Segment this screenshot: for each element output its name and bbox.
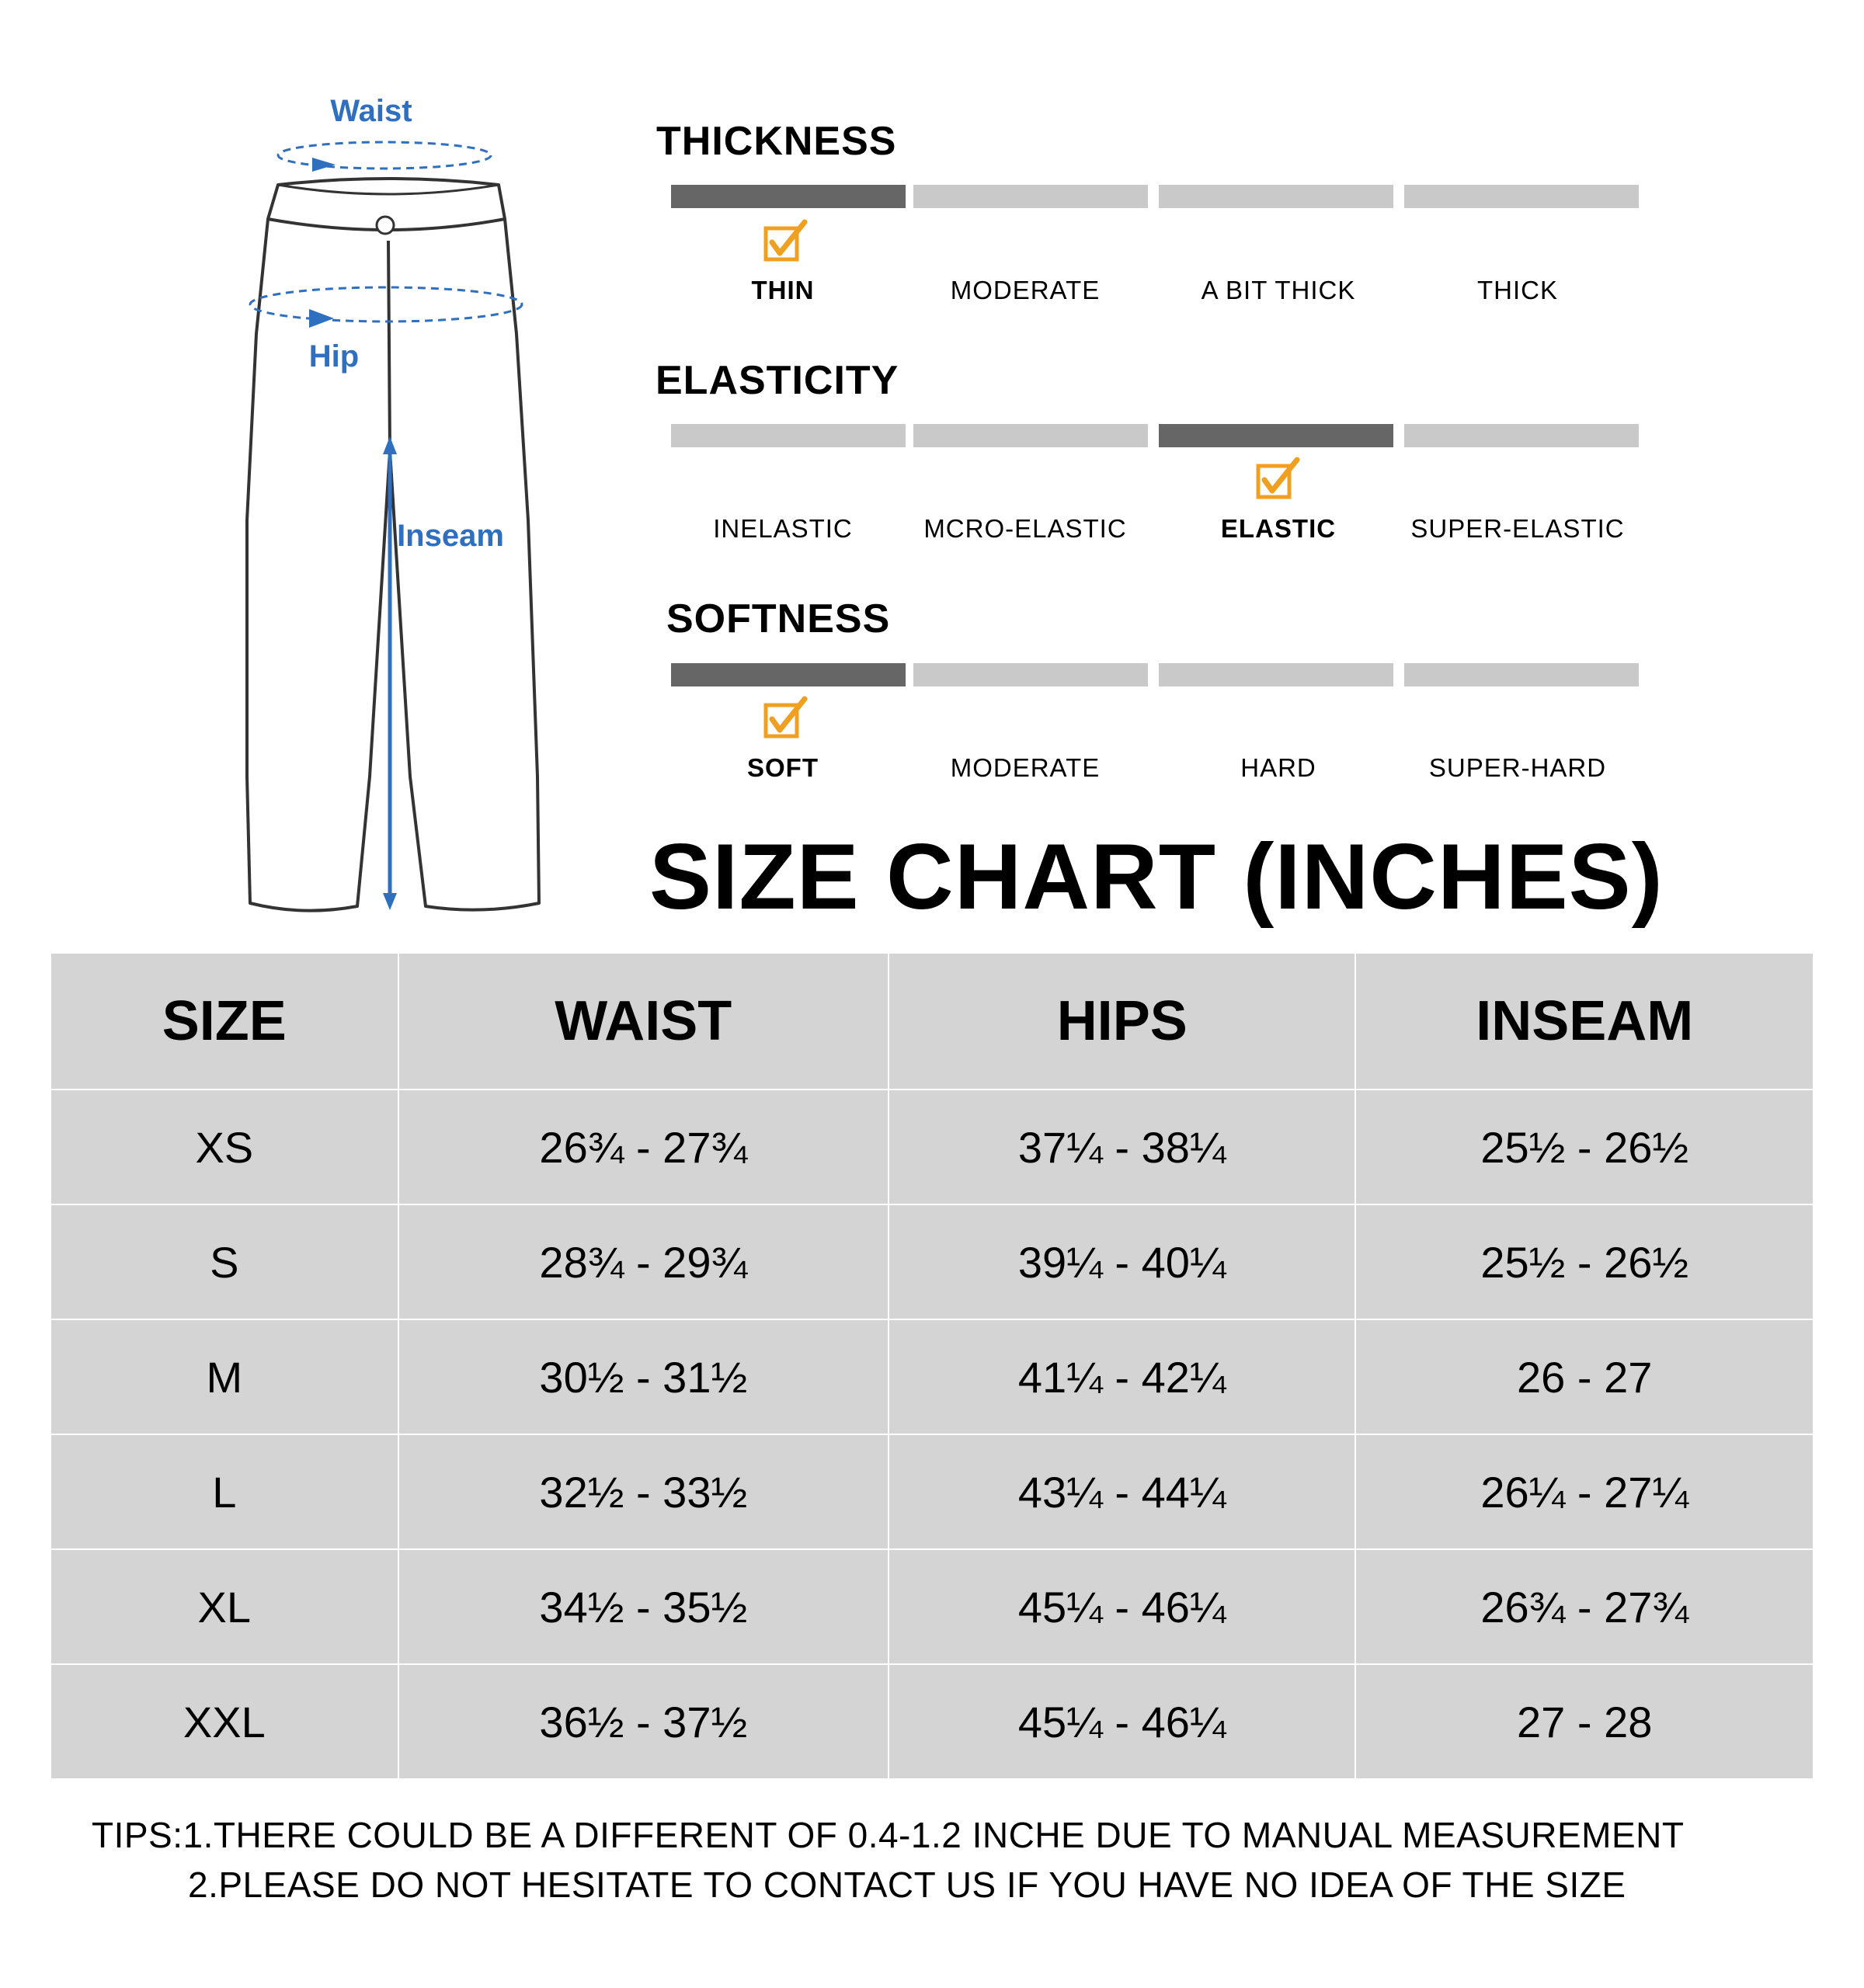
thickness-level-4: THICK bbox=[1477, 276, 1558, 304]
softness-level-2: MODERATE bbox=[950, 753, 1101, 782]
pants-measurement-diagram bbox=[233, 78, 575, 932]
inseam-cell: 27 - 28 bbox=[1355, 1664, 1814, 1779]
table-row bbox=[50, 1319, 1814, 1434]
hips-cell: 39¼ - 40¼ bbox=[889, 1204, 1355, 1319]
hips-cell: 37¼ - 38¼ bbox=[889, 1090, 1355, 1204]
elasticity-bar-4 bbox=[1404, 424, 1639, 447]
inseam-label: Inseam bbox=[397, 519, 504, 553]
size-cell: M bbox=[50, 1319, 398, 1434]
thickness-level-3: A BIT THICK bbox=[1201, 276, 1356, 304]
inseam-cell: 26¼ - 27¼ bbox=[1355, 1434, 1814, 1549]
elasticity-bar-3 bbox=[1159, 424, 1393, 447]
tips-line-1: TIPS:1.THERE COULD BE A DIFFERENT OF 0.4-1.2 INCHE DUE TO MANUAL MEASUREMENT bbox=[92, 1815, 1685, 1855]
hips-cell: 45¼ - 46¼ bbox=[889, 1664, 1355, 1779]
inseam-cell: 25½ - 26½ bbox=[1355, 1204, 1814, 1319]
thickness-level-2: MODERATE bbox=[950, 276, 1101, 304]
softness-bar-3 bbox=[1159, 663, 1393, 686]
elasticity-check-icon bbox=[1255, 457, 1302, 500]
table-row bbox=[50, 1090, 1814, 1204]
tips-line-2: 2.PLEASE DO NOT HESITATE TO CONTACT US IF YOU HAVE NO IDEA OF THE SIZE bbox=[188, 1865, 1626, 1905]
table-row bbox=[50, 1204, 1814, 1319]
hips-cell: 43¼ - 44¼ bbox=[889, 1434, 1355, 1549]
inseam-cell: 25½ - 26½ bbox=[1355, 1090, 1814, 1204]
softness-level-3: HARD bbox=[1240, 753, 1316, 782]
elasticity-level-3: ELASTIC bbox=[1220, 514, 1337, 543]
softness-check-icon bbox=[763, 696, 809, 739]
softness-level-4: SUPER-HARD bbox=[1428, 753, 1607, 782]
table-row bbox=[50, 1434, 1814, 1549]
thickness-title: THICKNESS bbox=[656, 119, 897, 164]
waist-cell: 30½ - 31½ bbox=[398, 1319, 889, 1434]
size-cell: S bbox=[50, 1204, 398, 1319]
waist-label: Waist bbox=[330, 94, 412, 128]
inseam-arrow-down-icon bbox=[383, 893, 397, 910]
size-cell: L bbox=[50, 1434, 398, 1549]
waist-arrow-icon bbox=[312, 158, 336, 172]
button-icon bbox=[377, 217, 394, 234]
elasticity-bar-2 bbox=[913, 424, 1148, 447]
hip-label: Hip bbox=[308, 339, 360, 374]
waist-measure-line bbox=[278, 142, 491, 169]
hips-cell: 41¼ - 42¼ bbox=[889, 1319, 1355, 1434]
size-chart-table bbox=[50, 952, 1814, 1780]
hips-cell: 45¼ - 46¼ bbox=[889, 1549, 1355, 1664]
waist-cell: 32½ - 33½ bbox=[398, 1434, 889, 1549]
thickness-level-1: THIN bbox=[751, 276, 815, 304]
thickness-bar-1 bbox=[671, 185, 906, 208]
table-row bbox=[50, 1664, 1814, 1779]
waist-cell: 26¾ - 27¾ bbox=[398, 1090, 889, 1204]
softness-title: SOFTNESS bbox=[666, 596, 891, 641]
elasticity-title: ELASTICITY bbox=[656, 358, 899, 403]
waist-cell: 36½ - 37½ bbox=[398, 1664, 889, 1779]
header-waist: WAIST bbox=[398, 953, 889, 1090]
size-chart-title: SIZE CHART (INCHES) bbox=[649, 825, 1664, 929]
elasticity-level-4: SUPER-ELASTIC bbox=[1410, 514, 1625, 543]
table-row bbox=[50, 1549, 1814, 1664]
softness-level-1: SOFT bbox=[747, 753, 819, 782]
table-header-row bbox=[50, 953, 1814, 1090]
thickness-bar-4 bbox=[1404, 185, 1639, 208]
fly-seam bbox=[388, 241, 390, 450]
waist-cell: 28¾ - 29¾ bbox=[398, 1204, 889, 1319]
header-size: SIZE bbox=[50, 953, 398, 1090]
thickness-bar-2 bbox=[913, 185, 1148, 208]
elasticity-level-2: MCRO-ELASTIC bbox=[923, 514, 1127, 543]
size-cell: XL bbox=[50, 1549, 398, 1664]
softness-bar-2 bbox=[913, 663, 1148, 686]
header-inseam: INSEAM bbox=[1355, 953, 1814, 1090]
size-cell: XXL bbox=[50, 1664, 398, 1779]
softness-bar-4 bbox=[1404, 663, 1639, 686]
header-hips: HIPS bbox=[889, 953, 1355, 1090]
thickness-bar-3 bbox=[1159, 185, 1393, 208]
softness-bar-1 bbox=[671, 663, 906, 686]
thickness-check-icon bbox=[763, 219, 809, 262]
elasticity-bar-1 bbox=[671, 424, 906, 447]
size-cell: XS bbox=[50, 1090, 398, 1204]
inseam-cell: 26 - 27 bbox=[1355, 1319, 1814, 1434]
waist-cell: 34½ - 35½ bbox=[398, 1549, 889, 1664]
elasticity-level-1: INELASTIC bbox=[713, 514, 853, 543]
inseam-cell: 26¾ - 27¾ bbox=[1355, 1549, 1814, 1664]
